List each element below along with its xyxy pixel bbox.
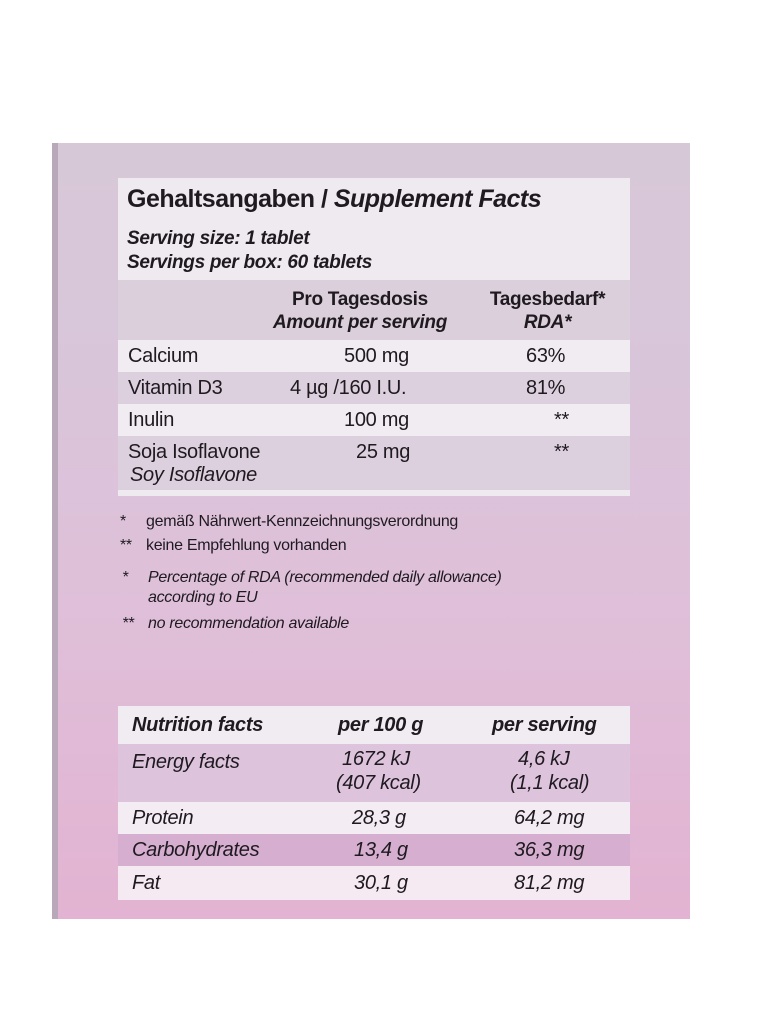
nutrition-per100: 13,4 g (354, 839, 408, 861)
note-text: keine Empfehlung vorhanden (146, 537, 347, 554)
row-rda: ** (554, 441, 569, 463)
title-german: Gehaltsangaben / (127, 185, 334, 213)
title-english: Supplement Facts (333, 185, 542, 213)
row-amount: 4 µg /160 I.U. (290, 377, 407, 399)
note-de (120, 512, 458, 532)
note-mark: * (120, 513, 126, 530)
note-en (122, 568, 502, 608)
nutrition-header-per100: per 100 g (338, 714, 424, 736)
nutrition-label: Protein (132, 807, 194, 829)
col-rda-de: Tagesbedarf* (489, 289, 606, 310)
col-rda-en: RDA* (523, 312, 572, 333)
nutrition-header-perserving: per serving (492, 714, 597, 736)
supplement-row (118, 372, 630, 404)
row-name: Vitamin D3 (128, 377, 223, 399)
nutrition-row (118, 744, 630, 802)
row-name: Calcium (128, 345, 199, 367)
col-amount-en: Amount per serving (272, 312, 448, 333)
note-mark: * (122, 569, 128, 586)
col-amount-header (255, 288, 465, 334)
nutrition-per100-b: (407 kcal) (336, 772, 421, 794)
supplement-row (118, 340, 630, 372)
nutrition-perserving: 4,6 kJ (518, 748, 570, 770)
row-name-en: Soy Isoflavone (130, 464, 257, 486)
nutrition-per100: 1672 kJ (342, 748, 410, 770)
note-text: no recommendation available (148, 615, 349, 632)
nutrition-label: Energy facts (132, 751, 240, 773)
col-amount-de: Pro Tagesdosis (292, 289, 428, 310)
servings-per-box: Servings per box: 60 tablets (127, 252, 373, 273)
row-rda: 81% (526, 377, 566, 399)
supplement-row (118, 404, 630, 436)
nutrition-perserving-b: (1,1 kcal) (510, 772, 590, 794)
row-amount: 100 mg (344, 409, 409, 431)
nutrition-header-label: Nutrition facts (132, 714, 264, 736)
col-rda-header (470, 288, 625, 334)
nutrition-label: Carbohydrates (132, 839, 260, 861)
row-amount: 25 mg (356, 441, 411, 463)
nutrition-row (118, 802, 630, 834)
row-rda: 63% (526, 345, 566, 367)
nutrition-perserving: 36,3 mg (514, 839, 585, 861)
note-text: gemäß Nährwert-Kennzeichnungsverordnung (146, 513, 459, 530)
serving-size: Serving size: 1 tablet (127, 228, 310, 249)
row-name: Inulin (128, 409, 175, 431)
nutrition-label: Fat (132, 872, 160, 894)
nutrition-header-row (118, 706, 630, 744)
nutrition-row (118, 834, 630, 866)
note-de (120, 536, 346, 556)
note-mark: ** (122, 615, 134, 632)
note-en (122, 614, 349, 634)
row-amount: 500 mg (344, 345, 409, 367)
row-name: Soja Isoflavone (128, 441, 261, 463)
supplement-row (118, 436, 630, 490)
nutrition-perserving: 64,2 mg (514, 807, 585, 829)
nutrition-perserving: 81,2 mg (514, 872, 585, 894)
nutrition-row (118, 866, 630, 900)
note-mark: ** (120, 537, 132, 554)
nutrition-per100: 30,1 g (354, 872, 408, 894)
note-text: Percentage of RDA (recommended daily allowance) (148, 569, 502, 586)
row-rda: ** (554, 409, 569, 431)
nutrition-per100: 28,3 g (352, 807, 406, 829)
note-text-continued: according to EU (148, 589, 258, 606)
supplement-title (127, 185, 541, 214)
